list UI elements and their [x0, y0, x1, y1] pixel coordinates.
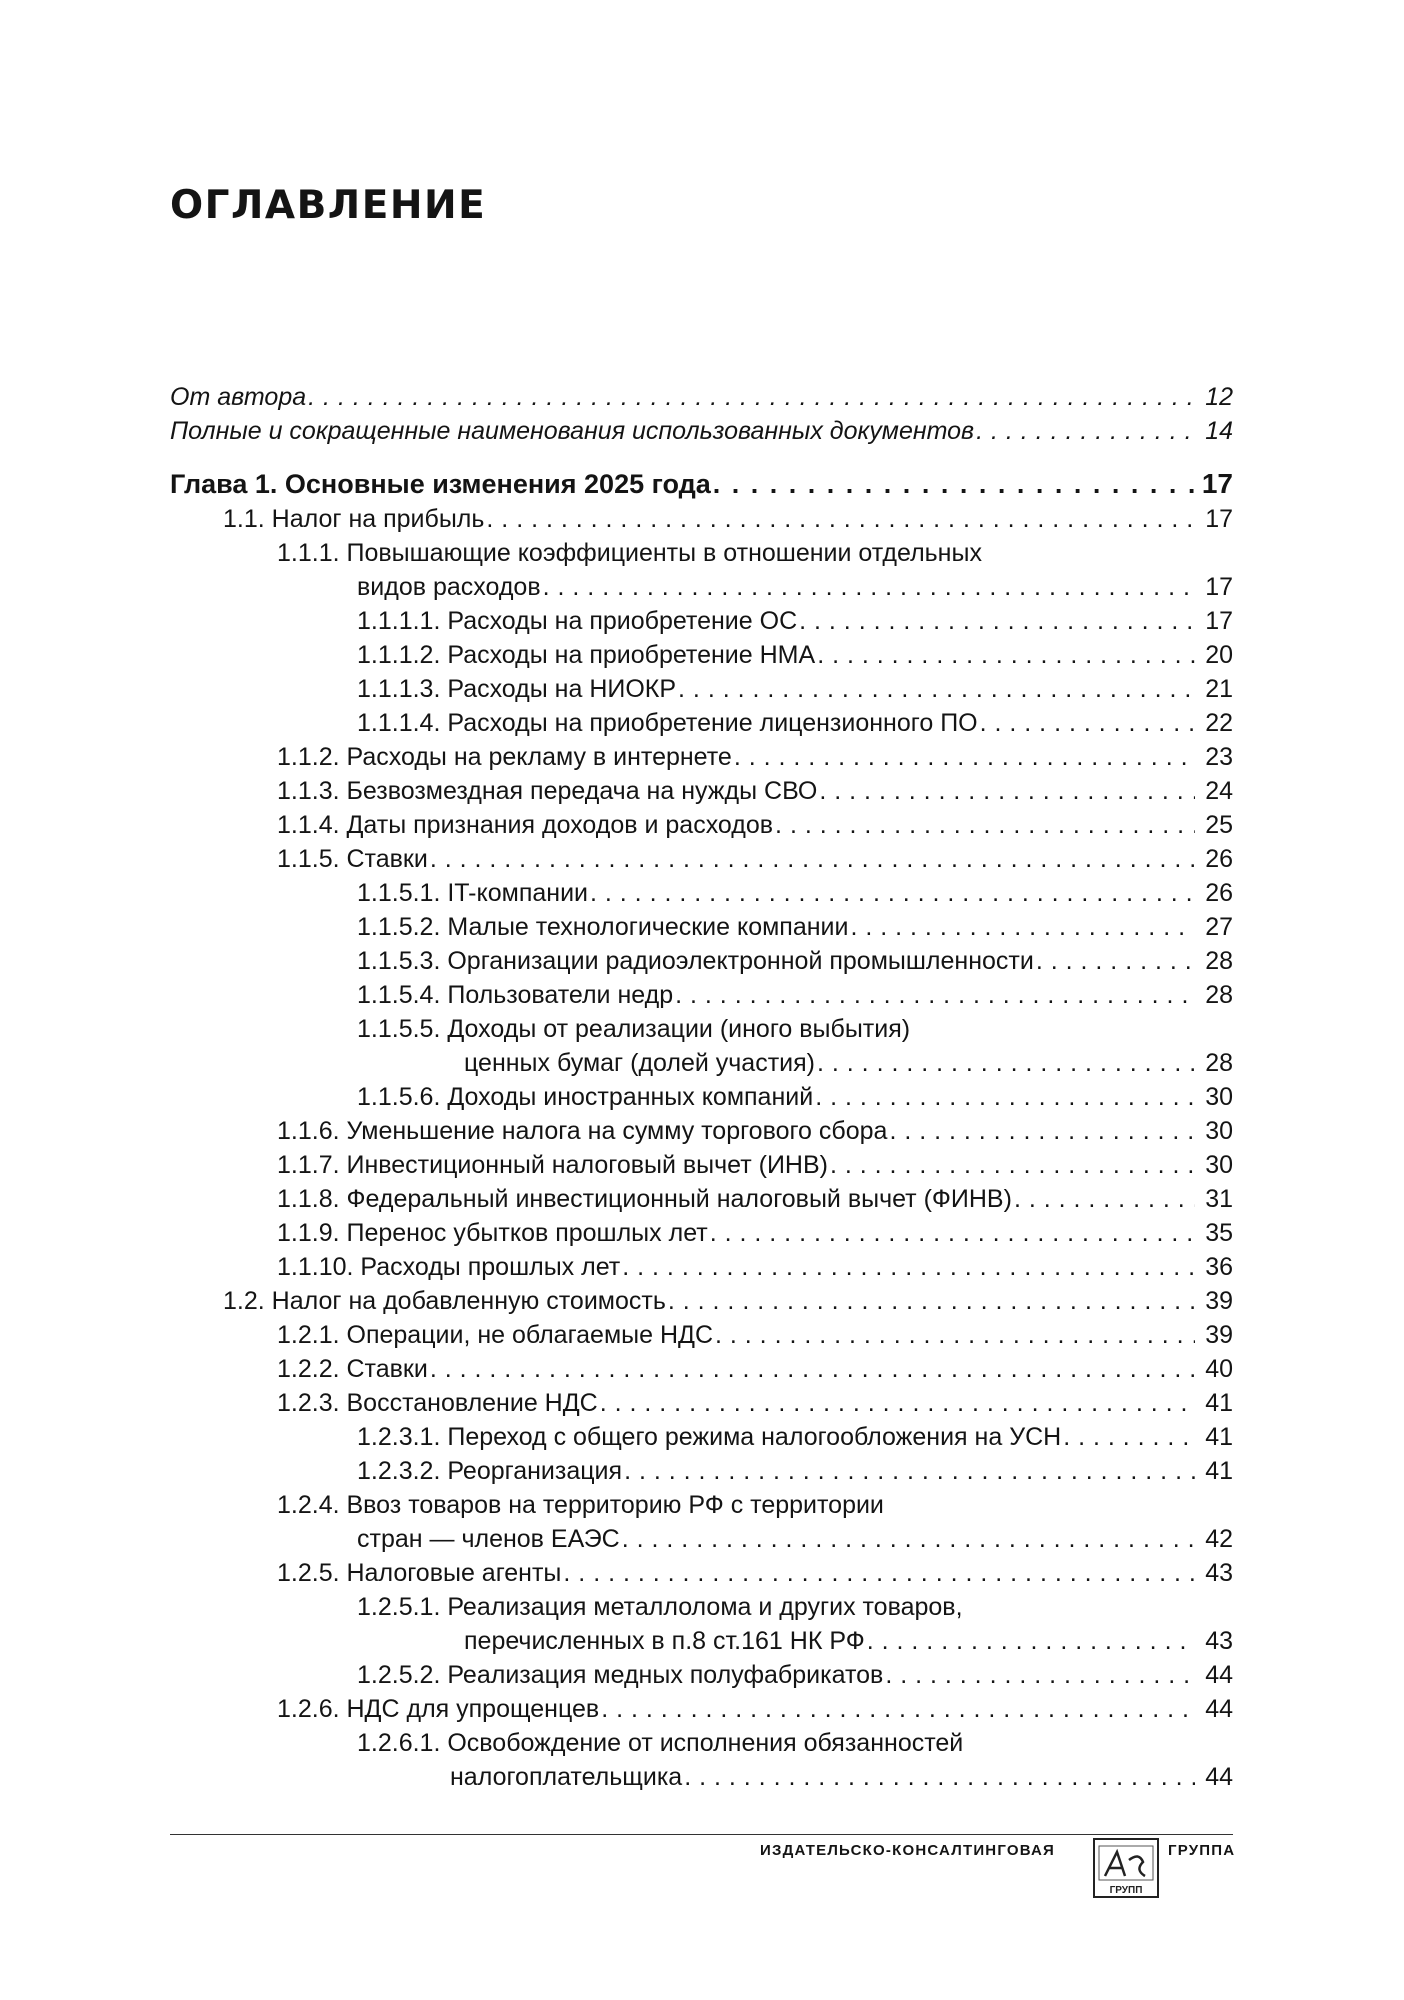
toc-entry-label: 1.2. Налог на добавленную стоимость — [223, 1287, 666, 1315]
leader-dots — [980, 706, 1195, 740]
toc-entry-label: 1.1.5.5. Доходы от реализации (иного выбытия) — [357, 1015, 911, 1043]
toc-entry-label: 1.2.5.1. Реализация металлолома и других товаров, — [357, 1593, 963, 1621]
toc-entry[interactable] — [170, 1216, 1233, 1250]
toc-entry-continuation[interactable] — [170, 570, 1233, 604]
toc-entry[interactable] — [170, 1148, 1233, 1182]
toc-entry-page: 43 — [1205, 1627, 1233, 1655]
toc-entry[interactable] — [170, 1386, 1233, 1420]
toc-entry[interactable] — [170, 876, 1233, 910]
toc-entry[interactable] — [170, 502, 1233, 536]
toc-entry[interactable] — [170, 944, 1233, 978]
toc-entry-label: 1.1.2. Расходы на рекламу в интернете — [277, 743, 732, 771]
toc-entry-page: 26 — [1205, 879, 1233, 907]
toc-entry-page: 17 — [1205, 573, 1233, 601]
toc-entry-label: 1.1.1.3. Расходы на НИОКР — [357, 675, 677, 703]
leader-dots — [710, 1216, 1195, 1250]
leader-dots — [817, 638, 1195, 672]
leader-dots — [678, 672, 1195, 706]
toc-entry-label: 1.1.5.1. IT-компании — [357, 879, 588, 907]
toc-entry-page: 21 — [1205, 675, 1233, 703]
toc-entry-page: 27 — [1205, 913, 1233, 941]
leader-dots — [486, 502, 1195, 536]
leader-dots — [600, 1386, 1195, 1420]
leader-dots — [684, 1760, 1195, 1794]
publisher-logo — [1093, 1838, 1159, 1898]
leader-dots — [976, 414, 1195, 448]
toc-entry-label: Глава 1. Основные изменения 2025 года — [170, 469, 711, 499]
toc-entry-label: Полные и сокращенные наименования использованных документов — [170, 417, 975, 445]
toc-entry[interactable] — [170, 774, 1233, 808]
toc-entry-label: 1.1.6. Уменьшение налога на сумму торгового сбора — [277, 1117, 888, 1145]
toc-entry-page: 44 — [1205, 1695, 1233, 1723]
toc-entry-label: 1.2.3. Восстановление НДС — [277, 1389, 598, 1417]
toc-entry-label: 1.1.4. Даты признания доходов и расходов — [277, 811, 774, 839]
leader-dots — [675, 978, 1195, 1012]
toc-entry[interactable] — [170, 1590, 1233, 1624]
toc-entry-label: 1.2.3.1. Переход с общего режима налогообложения на УСН — [357, 1423, 1062, 1451]
leader-dots — [622, 1250, 1195, 1284]
toc-chapter[interactable] — [170, 466, 1233, 502]
toc-entry-page: 41 — [1205, 1457, 1233, 1485]
toc-entry-label: 1.1.5.4. Пользователи недр — [357, 981, 674, 1009]
leader-dots — [430, 1352, 1195, 1386]
toc-entry-page: 30 — [1205, 1083, 1233, 1111]
toc-entry-page: 35 — [1205, 1219, 1233, 1247]
leader-dots — [885, 1658, 1195, 1692]
toc-entry-label: 1.1.1. Повышающие коэффициенты в отношении отдельных — [277, 539, 982, 567]
toc-entry[interactable] — [170, 706, 1233, 740]
toc-entry[interactable] — [170, 638, 1233, 672]
page-title: ОГЛАВЛЕНИЕ — [170, 183, 487, 228]
leader-dots — [622, 1522, 1195, 1556]
toc-entry[interactable] — [170, 1658, 1233, 1692]
toc-entry-label: 1.1.1.1. Расходы на приобретение ОС — [357, 607, 798, 635]
toc-entry-label: 1.2.3.2. Реорганизация — [357, 1457, 623, 1485]
leader-dots — [308, 380, 1195, 414]
toc-entry-page: 28 — [1205, 981, 1233, 1009]
toc-entry-label: 1.1.10. Расходы прошлых лет — [277, 1253, 621, 1281]
leader-dots — [830, 1148, 1195, 1182]
toc-entry-label: налогоплательщика — [450, 1763, 683, 1791]
toc-entry-label: От автора — [170, 383, 307, 411]
toc-entry[interactable] — [170, 1556, 1233, 1590]
toc-entry-label: 1.1.9. Перенос убытков прошлых лет — [277, 1219, 708, 1247]
toc-entry-page: 17 — [1201, 468, 1233, 499]
toc-entry-label: ценных бумаг (долей участия) — [464, 1049, 815, 1077]
toc-entry-label: 1.1.5. Ставки — [277, 845, 428, 873]
toc-entry-label: 1.1.1.4. Расходы на приобретение лицензионного ПО — [357, 709, 978, 737]
leader-dots — [1063, 1420, 1195, 1454]
toc-entry-page: 30 — [1205, 1151, 1233, 1179]
leader-dots — [624, 1454, 1195, 1488]
toc-entry-page: 40 — [1205, 1355, 1233, 1383]
toc-entry[interactable] — [170, 604, 1233, 638]
toc-entry[interactable] — [170, 1692, 1233, 1726]
toc-entry-continuation[interactable] — [170, 1760, 1233, 1794]
toc-entry-page: 31 — [1205, 1185, 1233, 1213]
toc-entry-label: стран — членов ЕАЭС — [357, 1525, 620, 1553]
toc-entry-page: 41 — [1205, 1423, 1233, 1451]
leader-dots — [819, 774, 1195, 808]
toc-entry[interactable] — [170, 1318, 1233, 1352]
publisher-label-left: ИЗДАТЕЛЬСКО-КОНСАЛТИНГОВАЯ — [760, 1842, 1056, 1859]
toc-entry-label: 1.1.1.2. Расходы на приобретение НМА — [357, 641, 816, 669]
toc-entry[interactable] — [170, 536, 1233, 570]
toc-entry-label: 1.1.5.3. Организации радиоэлектронной промышленности — [357, 947, 1034, 975]
toc-entry[interactable] — [170, 1726, 1233, 1760]
leader-dots — [1014, 1182, 1195, 1216]
leader-dots — [867, 1624, 1195, 1658]
toc-entry-page: 17 — [1205, 607, 1233, 635]
toc-entry[interactable] — [170, 1488, 1233, 1522]
toc-entry-continuation[interactable] — [170, 1046, 1233, 1080]
leader-dots — [543, 570, 1195, 604]
toc-entry-page: 42 — [1205, 1525, 1233, 1553]
toc-entry-page: 41 — [1205, 1389, 1233, 1417]
leader-dots — [799, 604, 1195, 638]
toc-entry-continuation[interactable] — [170, 1624, 1233, 1658]
toc-entry[interactable] — [170, 1114, 1233, 1148]
toc-entry[interactable] — [170, 414, 1233, 448]
leader-dots — [590, 876, 1195, 910]
toc-entry[interactable] — [170, 808, 1233, 842]
toc-entry[interactable] — [170, 740, 1233, 774]
toc-entry-label: 1.2.5.2. Реализация медных полуфабрикатов — [357, 1661, 884, 1689]
toc-entry[interactable] — [170, 1454, 1233, 1488]
logo-caption: ГРУПП — [1109, 1885, 1143, 1896]
toc-entry[interactable] — [170, 910, 1233, 944]
toc-entry-page: 17 — [1205, 505, 1233, 533]
toc-entry[interactable] — [170, 1012, 1233, 1046]
toc-entry-page: 14 — [1205, 417, 1233, 445]
toc-entry-label: 1.1.7. Инвестиционный налоговый вычет (ИНВ) — [277, 1151, 828, 1179]
toc-entry-label: 1.1. Налог на прибыль — [223, 505, 485, 533]
toc-entry-page: 20 — [1205, 641, 1233, 669]
toc-entry-label: 1.1.8. Федеральный инвестиционный налоговый вычет (ФИНВ) — [277, 1185, 1012, 1213]
toc-entry-page: 28 — [1205, 1049, 1233, 1077]
toc-entry-page: 44 — [1205, 1661, 1233, 1689]
table-of-contents — [170, 380, 1233, 1794]
publisher-label-right: ГРУППА — [1168, 1842, 1236, 1859]
toc-entry-label: видов расходов — [357, 573, 541, 601]
toc-entry-page: 36 — [1205, 1253, 1233, 1281]
leader-dots — [817, 1046, 1195, 1080]
toc-entry-label: 1.2.2. Ставки — [277, 1355, 428, 1383]
leader-dots — [850, 910, 1195, 944]
toc-entry-label: 1.2.4. Ввоз товаров на территорию РФ с территории — [277, 1491, 884, 1519]
toc-entry-label: 1.2.6. НДС для упрощенцев — [277, 1695, 600, 1723]
toc-entry-page: 44 — [1205, 1763, 1233, 1791]
leader-dots — [601, 1692, 1195, 1726]
toc-entry-label: перечисленных в п.8 ст.161 НК РФ — [464, 1627, 865, 1655]
toc-entry[interactable] — [170, 380, 1233, 414]
publisher-logo-icon — [1095, 1840, 1157, 1896]
toc-entry-continuation[interactable] — [170, 1522, 1233, 1556]
toc-entry-page: 43 — [1205, 1559, 1233, 1587]
toc-entry[interactable] — [170, 1080, 1233, 1114]
leader-dots — [713, 466, 1195, 502]
toc-entry-page: 28 — [1205, 947, 1233, 975]
leader-dots — [563, 1556, 1195, 1590]
toc-entry-page: 26 — [1205, 845, 1233, 873]
toc-entry[interactable] — [170, 1420, 1233, 1454]
toc-entry-label: 1.1.5.2. Малые технологические компании — [357, 913, 849, 941]
toc-entry-page: 39 — [1205, 1287, 1233, 1315]
leader-dots — [1036, 944, 1195, 978]
toc-entry[interactable] — [170, 672, 1233, 706]
toc-entry-label: 1.2.1. Операции, не облагаемые НДС — [277, 1321, 713, 1349]
toc-entry-label: 1.1.3. Безвозмездная передача на нужды СВО — [277, 777, 818, 805]
toc-entry-label: 1.2.6.1. Освобождение от исполнения обязанностей — [357, 1729, 964, 1757]
toc-entry[interactable] — [170, 1250, 1233, 1284]
toc-entry-page: 30 — [1205, 1117, 1233, 1145]
leader-dots — [889, 1114, 1195, 1148]
toc-entry[interactable] — [170, 978, 1233, 1012]
toc-entry[interactable] — [170, 1182, 1233, 1216]
toc-entry[interactable] — [170, 1284, 1233, 1318]
toc-entry-page: 22 — [1205, 709, 1233, 737]
toc-entry-page: 24 — [1205, 777, 1233, 805]
leader-dots — [715, 1318, 1195, 1352]
leader-dots — [775, 808, 1195, 842]
leader-dots — [734, 740, 1195, 774]
toc-entry-label: 1.1.5.6. Доходы иностранных компаний — [357, 1083, 814, 1111]
leader-dots — [430, 842, 1195, 876]
toc-entry-page: 39 — [1205, 1321, 1233, 1349]
leader-dots — [815, 1080, 1195, 1114]
toc-entry[interactable] — [170, 1352, 1233, 1386]
toc-entry-page: 23 — [1205, 743, 1233, 771]
toc-entry-label: 1.2.5. Налоговые агенты — [277, 1559, 562, 1587]
toc-entry-page: 25 — [1205, 811, 1233, 839]
toc-entry-page: 12 — [1205, 383, 1233, 411]
toc-entry[interactable] — [170, 842, 1233, 876]
footer-divider — [170, 1834, 1233, 1835]
leader-dots — [668, 1284, 1195, 1318]
